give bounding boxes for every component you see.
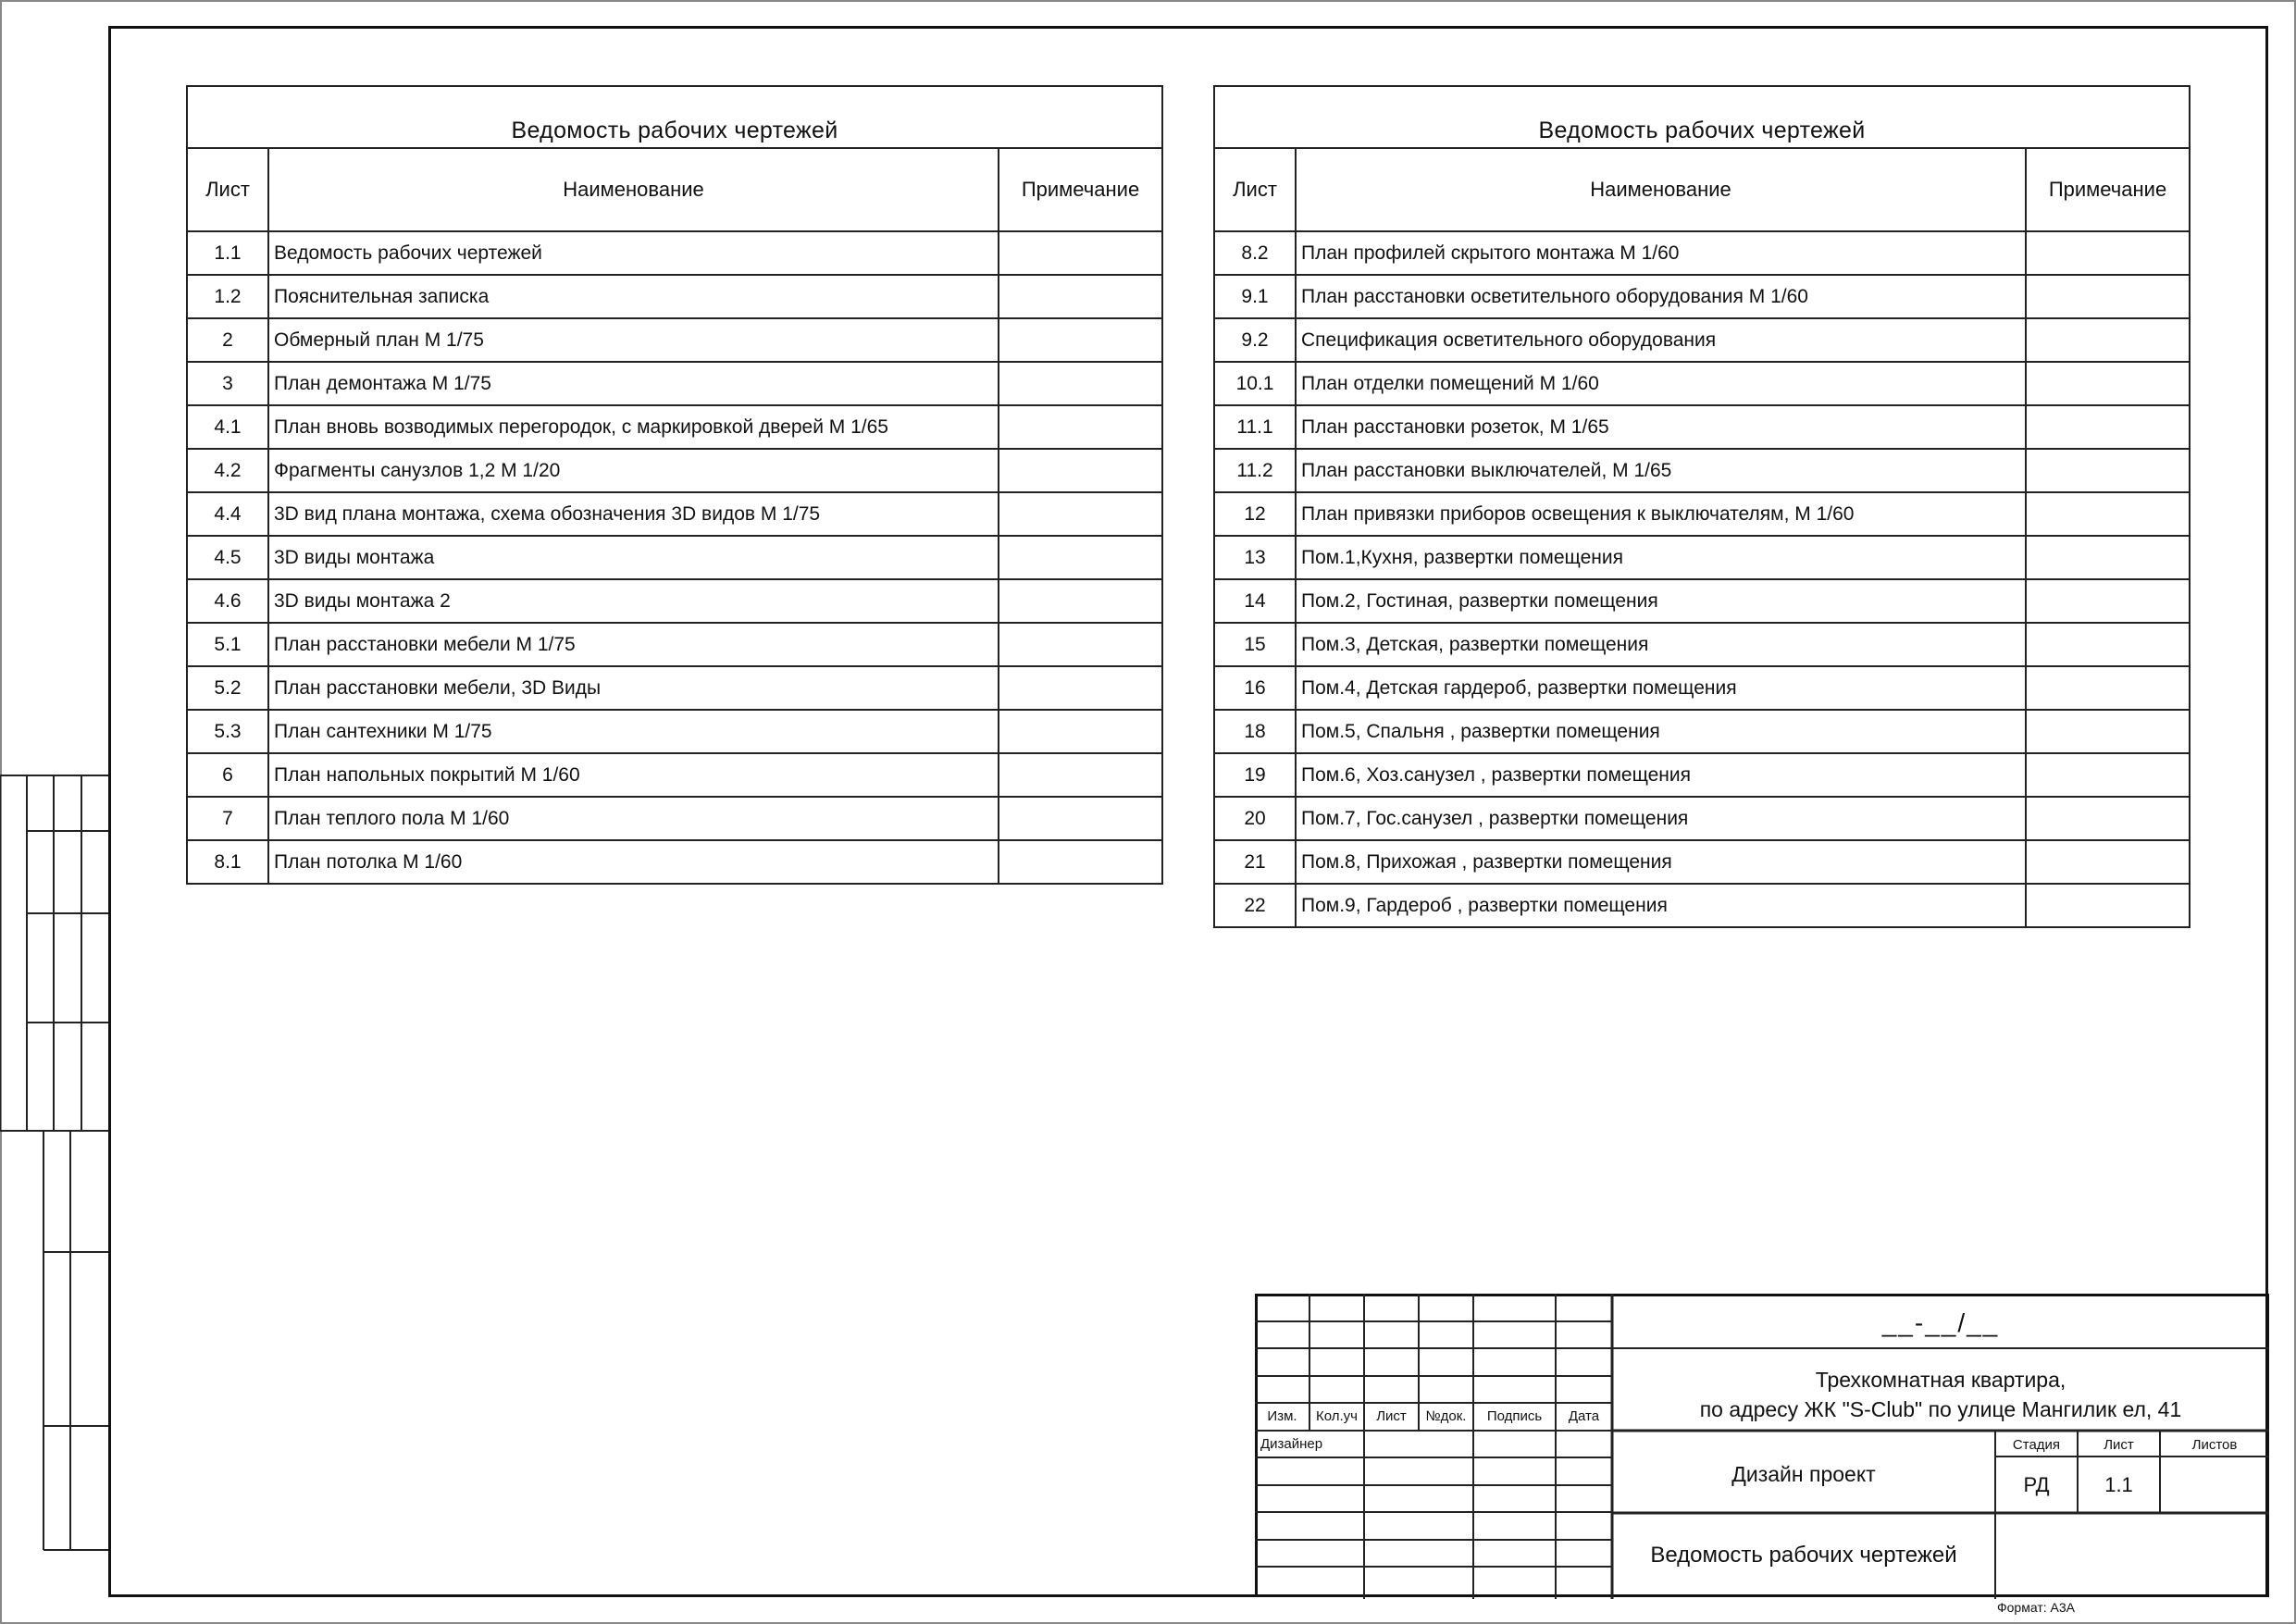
drawing-name-cell: План демонтажа М 1/75 — [268, 362, 999, 405]
table-row — [1214, 623, 2190, 666]
sheet-number-cell: 9.2 — [1214, 318, 1296, 362]
sheet-header: Лист — [2104, 1437, 2134, 1453]
rev-header-sheet: Лист — [1376, 1408, 1407, 1424]
format-label: Формат: А3А — [1997, 1600, 2075, 1615]
drawing-name-cell: План отделки помещений М 1/60 — [1296, 362, 2026, 405]
drawing-name-cell: Пом.3, Детская, развертки помещения — [1296, 623, 2026, 666]
drawing-name-cell: План расстановки мебели, 3D Виды — [268, 666, 999, 710]
project-line-2: по адресу ЖК "S-Club" по улице Мангилик ел, 41 — [1699, 1397, 2182, 1421]
note-cell — [999, 449, 1162, 492]
note-cell — [2026, 405, 2190, 449]
note-cell — [2026, 449, 2190, 492]
sheet-number-cell: 4.1 — [187, 405, 268, 449]
drawing-name-cell: Обмерный план М 1/75 — [268, 318, 999, 362]
table-row — [1214, 710, 2190, 753]
sheet-number-cell: 4.4 — [187, 492, 268, 536]
note-cell — [999, 579, 1162, 623]
table-row — [187, 492, 1162, 536]
sheet-number-cell: 13 — [1214, 536, 1296, 579]
note-cell — [2026, 797, 2190, 840]
table-row — [1214, 492, 2190, 536]
table-row — [1214, 884, 2190, 927]
drawing-name-cell: 3D виды монтажа — [268, 536, 999, 579]
drawing-name-cell: Пом.6, Хоз.санузел , развертки помещения — [1296, 753, 2026, 797]
rev-header-date: Дата — [1568, 1408, 1600, 1424]
drawing-name-cell: Ведомость рабочих чертежей — [268, 231, 999, 275]
table-row — [187, 579, 1162, 623]
drawing-name-cell: Пом.8, Прихожая , развертки помещения — [1296, 840, 2026, 884]
drawing-name-cell: План привязки приборов освещения к выключателям, М 1/60 — [1296, 492, 2026, 536]
table-row — [1214, 405, 2190, 449]
sheet-number-cell: 19 — [1214, 753, 1296, 797]
note-cell — [2026, 666, 2190, 710]
drawing-list-table-right — [1213, 85, 2191, 928]
drawing-name-cell: Пояснительная записка — [268, 275, 999, 318]
table-row — [1214, 797, 2190, 840]
note-cell — [2026, 231, 2190, 275]
col-header-note: Примечание — [2026, 148, 2190, 231]
drawing-title: Ведомость рабочих чертежей — [1650, 1543, 1957, 1568]
rev-header-change: Изм. — [1267, 1408, 1297, 1424]
rev-header-count: Кол.уч — [1316, 1408, 1358, 1424]
table-row — [1214, 579, 2190, 623]
table-row — [187, 797, 1162, 840]
note-cell — [999, 362, 1162, 405]
drawing-name-cell: План теплого пола М 1/60 — [268, 797, 999, 840]
drawing-name-cell: План расстановки выключателей, М 1/65 — [1296, 449, 2026, 492]
note-cell — [2026, 318, 2190, 362]
drawing-name-cell: Спецификация осветительного оборудования — [1296, 318, 2026, 362]
sheet-number-cell: 4.6 — [187, 579, 268, 623]
table-row — [187, 753, 1162, 797]
col-header-sheet: Лист — [187, 148, 268, 231]
table-row — [187, 231, 1162, 275]
col-header-sheet: Лист — [1214, 148, 1296, 231]
table-row — [187, 405, 1162, 449]
sheet-number-cell: 5.2 — [187, 666, 268, 710]
note-cell — [999, 275, 1162, 318]
sheet-number-cell: 8.2 — [1214, 231, 1296, 275]
note-cell — [999, 405, 1162, 449]
table-row — [187, 275, 1162, 318]
table-row — [1214, 231, 2190, 275]
drawing-name-cell: План вновь возводимых перегородок, с маркировкой дверей М 1/65 — [268, 405, 999, 449]
table-row — [187, 623, 1162, 666]
note-cell — [2026, 275, 2190, 318]
sheet-number-cell: 4.2 — [187, 449, 268, 492]
note-cell — [999, 231, 1162, 275]
sheet-number-cell: 12 — [1214, 492, 1296, 536]
note-cell — [2026, 623, 2190, 666]
note-cell — [2026, 710, 2190, 753]
table-caption: Ведомость рабочих чертежей — [1214, 86, 2190, 148]
rev-header-doc: №док. — [1425, 1408, 1467, 1424]
drawing-name-cell: План потолка М 1/60 — [268, 840, 999, 884]
table-row — [187, 710, 1162, 753]
table-row — [1214, 666, 2190, 710]
drawing-name-cell: 3D вид плана монтажа, схема обозначения 3D видов М 1/75 — [268, 492, 999, 536]
sheet-number-cell: 5.1 — [187, 623, 268, 666]
note-cell — [2026, 536, 2190, 579]
note-cell — [999, 492, 1162, 536]
stage-value: РД — [2023, 1473, 2050, 1496]
table-row — [187, 666, 1162, 710]
drawing-list-table-left — [186, 85, 1163, 885]
note-cell — [999, 623, 1162, 666]
table-row — [1214, 275, 2190, 318]
note-cell — [999, 753, 1162, 797]
sheet-number-cell: 8.1 — [187, 840, 268, 884]
sheet-number-cell: 10.1 — [1214, 362, 1296, 405]
sheet-number-cell: 22 — [1214, 884, 1296, 927]
table-row — [1214, 840, 2190, 884]
table-row — [1214, 362, 2190, 405]
table-row — [1214, 753, 2190, 797]
drawing-name-cell: План расстановки розеток, М 1/65 — [1296, 405, 2026, 449]
note-cell — [999, 797, 1162, 840]
drawing-name-cell: План профилей скрытого монтажа М 1/60 — [1296, 231, 2026, 275]
drawing-name-cell: Пом.1,Кухня, развертки помещения — [1296, 536, 2026, 579]
sheet-number-cell: 3 — [187, 362, 268, 405]
note-cell — [999, 710, 1162, 753]
note-cell — [999, 536, 1162, 579]
drawing-name-cell: План напольных покрытий М 1/60 — [268, 753, 999, 797]
sheet-number-cell: 20 — [1214, 797, 1296, 840]
table-row — [1214, 318, 2190, 362]
drawing-name-cell: Пом.7, Гос.санузел , развертки помещения — [1296, 797, 2026, 840]
note-cell — [999, 666, 1162, 710]
drawing-name-cell: План сантехники М 1/75 — [268, 710, 999, 753]
drawing-name-cell: План расстановки осветительного оборудования М 1/60 — [1296, 275, 2026, 318]
drawing-name-cell: План расстановки мебели М 1/75 — [268, 623, 999, 666]
table-row — [1214, 449, 2190, 492]
table-row — [187, 536, 1162, 579]
table-row — [1214, 536, 2190, 579]
note-cell — [2026, 579, 2190, 623]
sheet-number-cell: 7 — [187, 797, 268, 840]
project-line-1: Трехкомнатная квартира, — [1815, 1368, 2066, 1392]
note-cell — [999, 840, 1162, 884]
table-row — [187, 840, 1162, 884]
sheet-number-cell: 16 — [1214, 666, 1296, 710]
sheet-number-cell: 2 — [187, 318, 268, 362]
sheets-header: Листов — [2191, 1437, 2238, 1453]
note-cell — [2026, 753, 2190, 797]
role-designer: Дизайнер — [1260, 1436, 1323, 1452]
binding-stamp — [0, 0, 111, 1624]
sheet-number-cell: 15 — [1214, 623, 1296, 666]
sheet-number-cell: 11.2 — [1214, 449, 1296, 492]
drawing-name-cell: Пом.5, Спальня , развертки помещения — [1296, 710, 2026, 753]
drawing-name-cell: Пом.2, Гостиная, развертки помещения — [1296, 579, 2026, 623]
table-row — [187, 449, 1162, 492]
col-header-note: Примечание — [999, 148, 1162, 231]
sheet-number-cell: 5.3 — [187, 710, 268, 753]
sheet-number-cell: 21 — [1214, 840, 1296, 884]
sheet-value: 1.1 — [2104, 1473, 2133, 1496]
rev-header-signature: Подпись — [1486, 1408, 1543, 1424]
col-header-name: Наименование — [268, 148, 999, 231]
table-caption: Ведомость рабочих чертежей — [187, 86, 1162, 148]
table-row — [187, 318, 1162, 362]
sheet-number-cell: 4.5 — [187, 536, 268, 579]
drawing-code: __-__/__ — [1881, 1308, 2000, 1337]
sheet-number-cell: 9.1 — [1214, 275, 1296, 318]
drawing-name-cell: Пом.9, Гардероб , развертки помещения — [1296, 884, 2026, 927]
sheet-number-cell: 1.1 — [187, 231, 268, 275]
sheet-number-cell: 6 — [187, 753, 268, 797]
note-cell — [2026, 840, 2190, 884]
stage-title: Дизайн проект — [1731, 1462, 1876, 1486]
sheet-number-cell: 18 — [1214, 710, 1296, 753]
sheet-number-cell: 14 — [1214, 579, 1296, 623]
note-cell — [2026, 362, 2190, 405]
sheet-number-cell: 1.2 — [187, 275, 268, 318]
sheet-number-cell: 11.1 — [1214, 405, 1296, 449]
drawing-name-cell: 3D виды монтажа 2 — [268, 579, 999, 623]
note-cell — [2026, 884, 2190, 927]
col-header-name: Наименование — [1296, 148, 2026, 231]
note-cell — [999, 318, 1162, 362]
table-row — [187, 362, 1162, 405]
stage-header: Стадия — [2012, 1437, 2061, 1453]
drawing-name-cell: Фрагменты санузлов 1,2 М 1/20 — [268, 449, 999, 492]
note-cell — [2026, 492, 2190, 536]
drawing-name-cell: Пом.4, Детская гардероб, развертки помещения — [1296, 666, 2026, 710]
